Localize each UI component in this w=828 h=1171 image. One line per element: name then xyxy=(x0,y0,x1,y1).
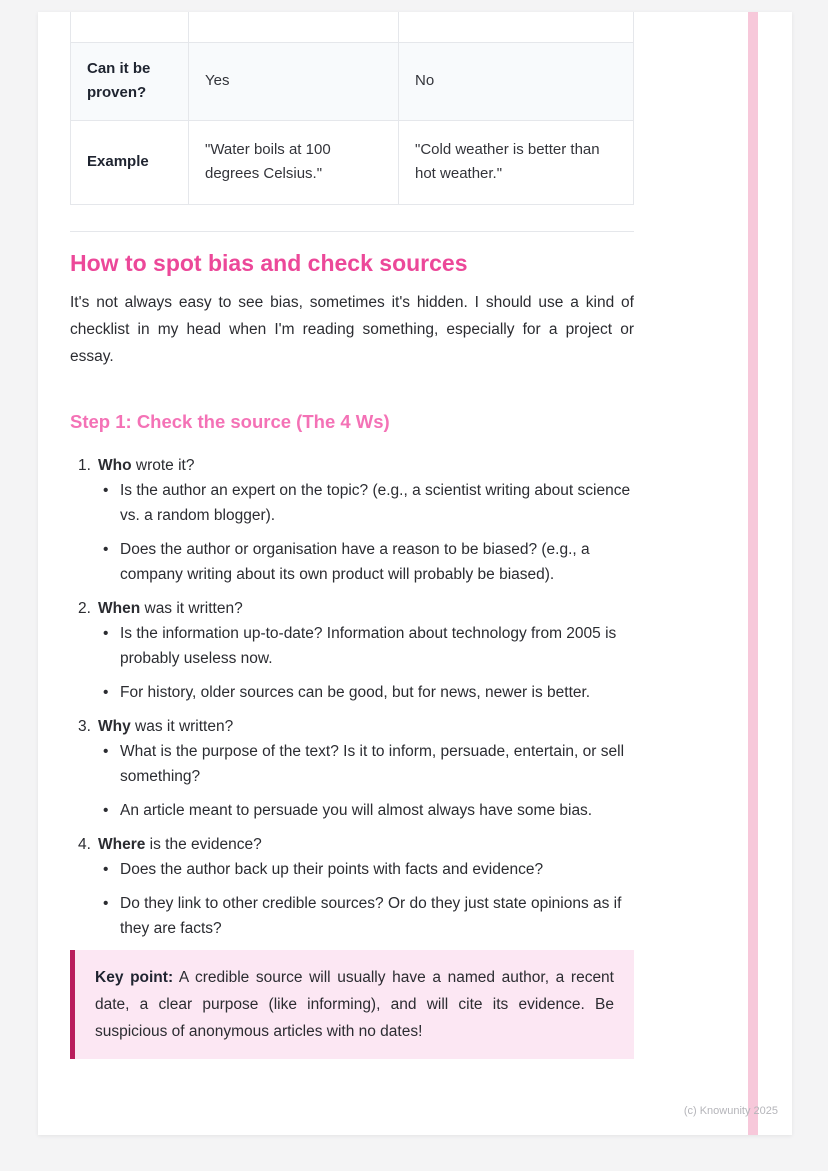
bullet-item xyxy=(103,621,634,671)
bullet-text: • An article meant to persuade you will almost always have some bias. xyxy=(120,801,593,819)
bullet-item xyxy=(103,857,634,882)
list-item-why xyxy=(78,714,634,823)
bullet-text: • Does the author back up their points with facts and evidence? xyxy=(120,860,544,878)
table-cell xyxy=(189,12,399,42)
list-item-text xyxy=(98,596,243,621)
bullet-text: • Is the author an expert on the topic? (e.g., a scientist writing about science vs. a random blogger). xyxy=(120,481,631,524)
list-item-heading xyxy=(78,453,634,478)
list-item-who xyxy=(78,453,634,587)
heading-rest: was it written? xyxy=(140,599,243,617)
table-row-cutoff xyxy=(71,12,634,42)
row-label: Example xyxy=(71,120,189,204)
opinion-cell: "Cold weather is better than hot weather." xyxy=(399,120,634,204)
list-item-text xyxy=(98,714,233,739)
bullet-text: • Does the author or organisation have a reason to be biased? (e.g., a company writing about its own product will probably be biased). xyxy=(120,540,590,583)
bullet-text: • Do they link to other credible sources? Or do they just state opinions as if they are facts? xyxy=(120,894,622,937)
list-number: 1. xyxy=(78,456,91,474)
heading-rest: wrote it? xyxy=(131,456,195,474)
heading-rest: was it written? xyxy=(130,717,234,735)
copyright-footer: (c) Knowunity 2025 xyxy=(683,1105,778,1117)
section-divider xyxy=(70,231,634,232)
fact-cell: Yes xyxy=(189,42,399,120)
key-point-text: A credible source will usually have a named author, a recent date, a clear purpose (like informing), and will cite its evidence. Be suspicious of anonymous articles with no dates! xyxy=(95,968,614,1040)
table-row xyxy=(71,120,634,204)
table-cell xyxy=(71,12,189,42)
document-page xyxy=(38,12,792,1135)
intro-paragraph: It's not always easy to see bias, sometimes it's hidden. I should use a kind of checklist in my head when I'm reading something, especially for a project or essay. xyxy=(70,293,634,365)
keyword: When xyxy=(98,599,141,617)
heading-rest: is the evidence? xyxy=(145,835,262,853)
list-item-text xyxy=(98,453,194,478)
list-number: 3. xyxy=(78,717,91,735)
keyword: Why xyxy=(98,717,131,735)
bullet-item xyxy=(103,798,634,823)
key-point-callout xyxy=(70,950,634,1059)
bullet-item xyxy=(103,537,634,587)
bullet-text: • Is the information up-to-date? Information about technology from 2005 is probably useless now. xyxy=(120,624,617,667)
opinion-cell: No xyxy=(399,42,634,120)
bullet-text: • For history, older sources can be good, but for news, newer is better. xyxy=(120,683,591,701)
key-point-label: Key point: xyxy=(95,968,174,986)
bullet-item xyxy=(103,478,634,528)
sub-bullets xyxy=(103,739,634,823)
bullet-item xyxy=(103,891,634,941)
bullet-item xyxy=(103,739,634,789)
sub-bullets xyxy=(103,857,634,941)
page-content xyxy=(38,12,792,1059)
list-item-when xyxy=(78,596,634,705)
table-row xyxy=(71,42,634,120)
keyword: Who xyxy=(98,456,132,474)
list-number: 4. xyxy=(78,835,91,853)
list-item-heading xyxy=(78,714,634,739)
step-heading: Step 1: Check the source (The 4 Ws) xyxy=(70,410,390,432)
list-item-where xyxy=(78,832,634,941)
fact-cell: "Water boils at 100 degrees Celsius." xyxy=(189,120,399,204)
section-heading: How to spot bias and check sources xyxy=(70,249,468,276)
fact-vs-opinion-table xyxy=(70,12,634,205)
row-label: Can it be proven? xyxy=(71,42,189,120)
keyword: Where xyxy=(98,835,146,853)
sub-bullets xyxy=(103,478,634,587)
table-cell xyxy=(399,12,634,42)
bullet-item xyxy=(103,680,634,705)
bullet-text: • What is the purpose of the text? Is it to inform, persuade, entertain, or sell something? xyxy=(120,742,625,785)
list-item-heading xyxy=(78,832,634,857)
list-item-text xyxy=(98,832,262,857)
list-number: 2. xyxy=(78,599,91,617)
sub-bullets xyxy=(103,621,634,705)
list-item-heading xyxy=(78,596,634,621)
numbered-list xyxy=(70,453,634,941)
